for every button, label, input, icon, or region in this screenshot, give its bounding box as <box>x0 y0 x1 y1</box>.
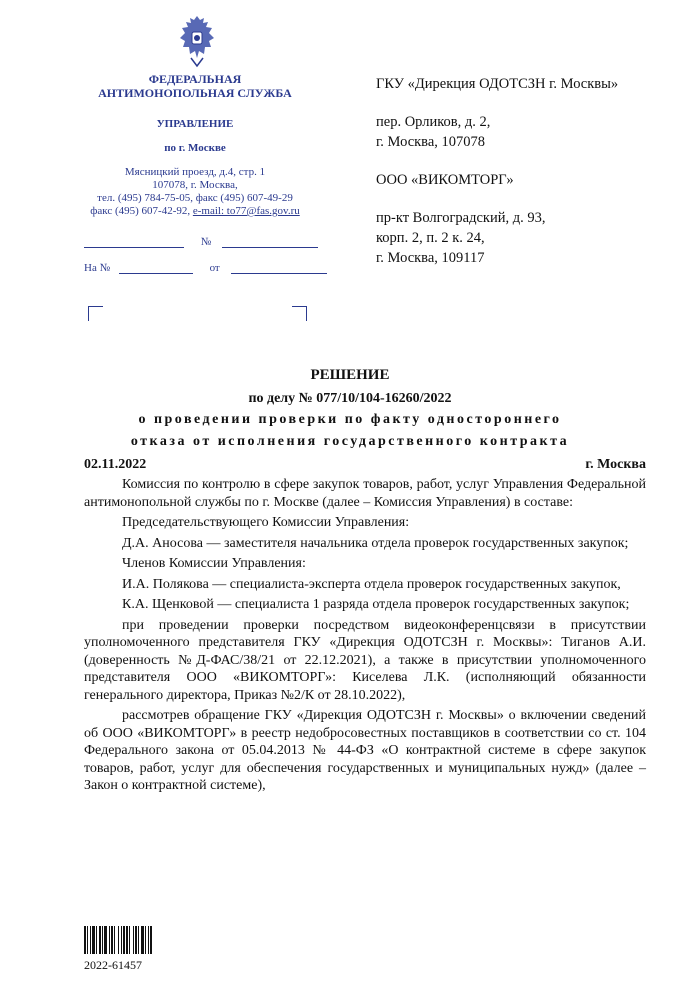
barcode-bar <box>114 926 115 954</box>
document-body <box>84 476 646 798</box>
barcode-bar <box>99 926 101 954</box>
outgoing-number-line: № <box>84 236 318 248</box>
coat-of-arms-icon <box>174 14 220 68</box>
paragraph: Д.А. Аносова — заместителя начальника отдела проверок государственных закупок; <box>122 535 629 551</box>
recipient-1-name: ГКУ «Дирекция ОДОТСЗН г. Москвы» <box>376 76 619 92</box>
paragraph: Членов Комиссии Управления: <box>122 556 306 571</box>
decision-date: 02.11.2022 <box>84 457 147 472</box>
paragraph: при проведении проверки посредством видеоконференцсвязи в присутствии уполномоченного представителя ГКУ «Дирекция ОДОТСЗН г. Москвы»: Тиганов А.И. (доверенность №Д-ФАС/38/21 от 22.12.2021), а также в присутствии уполномоченного представителя ООО «ВИКОМТОРГ»: Киселева Л.К. (исполняющий обязанности генерального директора, Приказ №2/К от 28.10.2022), <box>84 617 646 703</box>
paragraph: К.А. Щенковой — специалиста 1 разряда отдела проверок государственных закупок; <box>122 597 630 612</box>
barcode-bar <box>123 926 125 954</box>
barcode-bar <box>118 926 119 954</box>
barcode-icon <box>84 926 192 954</box>
barcode-bar <box>92 926 95 954</box>
address-window-corner-left <box>88 306 103 321</box>
decision-place: г. Москва <box>585 457 646 472</box>
barcode-bar <box>90 926 91 954</box>
barcode-bar <box>133 926 134 954</box>
barcode-bar <box>109 926 110 954</box>
barcode-bar <box>135 926 137 954</box>
barcode-bar <box>104 926 107 954</box>
barcode-bar <box>141 926 144 954</box>
recipient-2-name: ООО «ВИКОМТОРГ» <box>376 172 514 188</box>
paragraph: Председательствующего Комиссии Управления: <box>122 515 410 530</box>
recipient-2-address: пр-кт Волгоградский, д. 93, корп. 2, п. 2 к. 24, г. Москва, 109117 <box>376 210 546 266</box>
barcode-bar <box>121 926 122 954</box>
address-window-corner-right <box>292 306 307 321</box>
barcode-bar <box>84 926 86 954</box>
sender-letterhead <box>60 72 330 218</box>
paragraph: рассмотрев обращение ГКУ «Дирекция ОДОТСЗН г. Москвы» о включении сведений об ООО «ВИКОМТОРГ» в реестр недобросовестных поставщиков в соответствии со ст. 104 Федерального закона от 05.04.2013 № 44-ФЗ «О контрактной системе в сфере закупок товаров, работ, услуг для обеспечения государственных и муниципальных нужд» (далее – Закон о контрактной системе), <box>84 708 646 793</box>
subject-line-1: о проведении проверки по факту одностороннего <box>138 412 562 427</box>
barcode-bar <box>87 926 88 954</box>
sender-address: Мясницкий проезд, д.4, стр. 1 107078, г. Москва, тел. (495) 784-75-05, факс (495) 607-49-29 факс (495) 607-42-92, e-mail: to77@fas.gov.ru <box>90 166 300 217</box>
paragraph: И.А. Полякова — специалиста-эксперта отдела проверок государственных закупок, <box>122 576 621 592</box>
subject-line-2: отказа от исполнения государственного контракта <box>130 434 570 449</box>
barcode-number: 2022-61457 <box>84 958 142 972</box>
case-number: по делу № 077/10/104-16260/2022 <box>248 391 452 406</box>
date-place-line <box>84 457 646 473</box>
barcode-bar <box>96 926 97 954</box>
recipients-block <box>376 74 618 286</box>
barcode-bar <box>138 926 139 954</box>
incoming-reference-line: На № от <box>84 262 327 274</box>
document-title: РЕШЕНИЕ <box>310 367 390 383</box>
agency-name: ФЕДЕРАЛЬНАЯ АНТИМОНОПОЛЬНАЯ СЛУЖБА <box>98 72 292 100</box>
barcode-bar <box>111 926 113 954</box>
barcode-bar <box>145 926 146 954</box>
barcode-bar <box>102 926 103 954</box>
barcode-bar <box>148 926 149 954</box>
barcode-bar <box>129 926 130 954</box>
department-city: по г. Москве <box>164 142 226 154</box>
barcode-bar <box>126 926 128 954</box>
recipient-1-address: пер. Орликов, д. 2, г. Москва, 107078 <box>376 114 491 150</box>
barcode-bar <box>150 926 152 954</box>
department-name: УПРАВЛЕНИЕ <box>156 118 234 130</box>
email-link[interactable]: e-mail: to77@fas.gov.ru <box>192 205 300 217</box>
paragraph: Комиссия по контролю в сфере закупок товаров, работ, услуг Управления Федеральной антимонопольной службы по г. Москве (далее – Комиссия Управления) в составе: <box>84 477 646 510</box>
